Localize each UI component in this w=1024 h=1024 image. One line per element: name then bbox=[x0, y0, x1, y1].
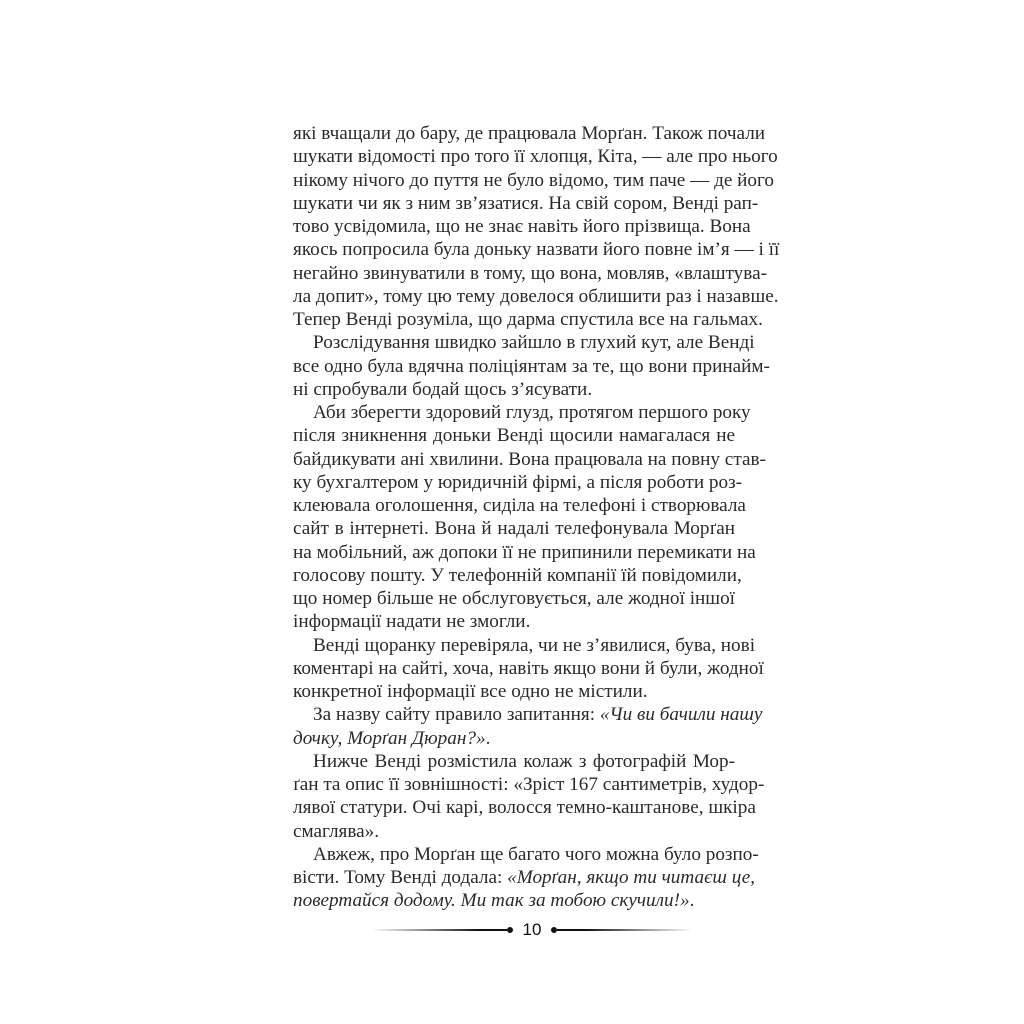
text-line-final-2 bbox=[293, 889, 735, 912]
text-italic-quote: повертайся додому. Ми так за тобою скучили!» bbox=[293, 890, 690, 912]
text-line-site-title-1 bbox=[293, 703, 763, 726]
text-line: які вчащали до бару, де працювала Морґан. Також почали bbox=[293, 123, 766, 144]
text-plain: За назву сайту правило запитання: bbox=[313, 704, 600, 726]
text-plain: . bbox=[485, 727, 491, 749]
text-line: конкретної інформації все одно не містили. bbox=[293, 681, 648, 702]
text-line: негайно звинуватили в тому, що вона, мовляв, «влаштува- bbox=[293, 262, 767, 284]
page-number: 10 bbox=[522, 920, 542, 939]
text-line: ні спробували бодай щось з’ясувати. bbox=[293, 378, 593, 400]
footer-rule-left bbox=[372, 929, 507, 931]
text-line: байдикувати ані хвилини. Вона працювала на повну став- bbox=[293, 448, 766, 470]
text-line: Нижче Венді розмістила колаж з фотографій Мор- bbox=[313, 750, 735, 772]
text-line: сайт в інтернеті. Вона й надалі телефонувала Морґан bbox=[293, 518, 735, 540]
text-line: смаглява». bbox=[293, 820, 380, 842]
text-line: Венді щоранку перевіряла, чи не з’явилися, бува, нові bbox=[313, 634, 756, 656]
text-line: клеювала оголошення, сиділа на телефоні і створювала bbox=[293, 495, 746, 516]
text-line: коментарі на сайті, хоча, навіть якщо вони й були, жодної bbox=[293, 657, 764, 679]
text-line: нікому нічого до пуття не було відомо, тим паче — де його bbox=[293, 169, 775, 191]
text-line: голосову пошту. У телефонній компанії їй повідомили, bbox=[293, 564, 742, 586]
text-italic-quote: «Чи ви бачили нашу bbox=[599, 704, 763, 726]
text-line: що номер більше не обслуговується, але жодної іншої bbox=[293, 588, 735, 609]
text-line: Аби зберегти здоровий глузд, протягом першого року bbox=[313, 402, 751, 423]
text-line: після зникнення доньки Венді щосили намагалася не bbox=[293, 425, 735, 447]
text-line: шукати відомості про того її хлопця, Кіта, — але про нього bbox=[293, 146, 778, 168]
paragraphs-block-b bbox=[293, 750, 765, 866]
text-line: ла допит», тому цю тему довелося облишити раз і назавше. bbox=[293, 285, 779, 307]
text-line: шукати чи як з ним зв’язатися. На свій сором, Венді рап- bbox=[293, 192, 759, 214]
text-line: все одно була вдячна поліціянтам за те, що вони принайм- bbox=[293, 355, 770, 377]
text-line: Тепер Венді розуміла, що дарма спустила все на гальмах. bbox=[293, 309, 763, 330]
footer-rule-right bbox=[557, 929, 692, 931]
text-line: лявої статури. Очі карі, волосся темно-каштанове, шкіра bbox=[293, 797, 756, 819]
text-plain: вісти. Тому Венді додала: bbox=[293, 867, 508, 888]
paragraphs-block-a bbox=[293, 122, 780, 703]
text-line-final-1 bbox=[293, 866, 756, 889]
text-line: на мобільний, аж допоки її не припинили перемикати на bbox=[293, 541, 756, 563]
text-line-site-title-2 bbox=[293, 727, 735, 750]
text-italic-quote: «Морґан, якщо ти читаєш це, bbox=[507, 867, 756, 888]
text-line: ґан та опис її зовнішності: «Зріст 167 сантиметрів, худор- bbox=[293, 774, 765, 795]
text-line: ку бухгалтером у юридичній фірмі, а після роботи роз- bbox=[293, 471, 743, 493]
text-line: Авжеж, про Морґан ще багато чого можна було розпо- bbox=[313, 843, 759, 865]
text-plain: . bbox=[689, 890, 695, 912]
text-italic-quote: дочку, Морґан Дюран?» bbox=[293, 727, 486, 749]
text-line: інформації надати не змогли. bbox=[293, 611, 531, 633]
text-line: Розслідування швидко зайшло в глухий кут, але Венді bbox=[313, 332, 755, 354]
text-line: тово усвідомила, що не знає навіть його прізвища. Вона bbox=[293, 216, 751, 237]
page-footer bbox=[362, 917, 702, 943]
book-page-body bbox=[293, 122, 780, 913]
text-line: якось попросила була доньку назвати його повне ім’я — і її bbox=[293, 239, 780, 261]
